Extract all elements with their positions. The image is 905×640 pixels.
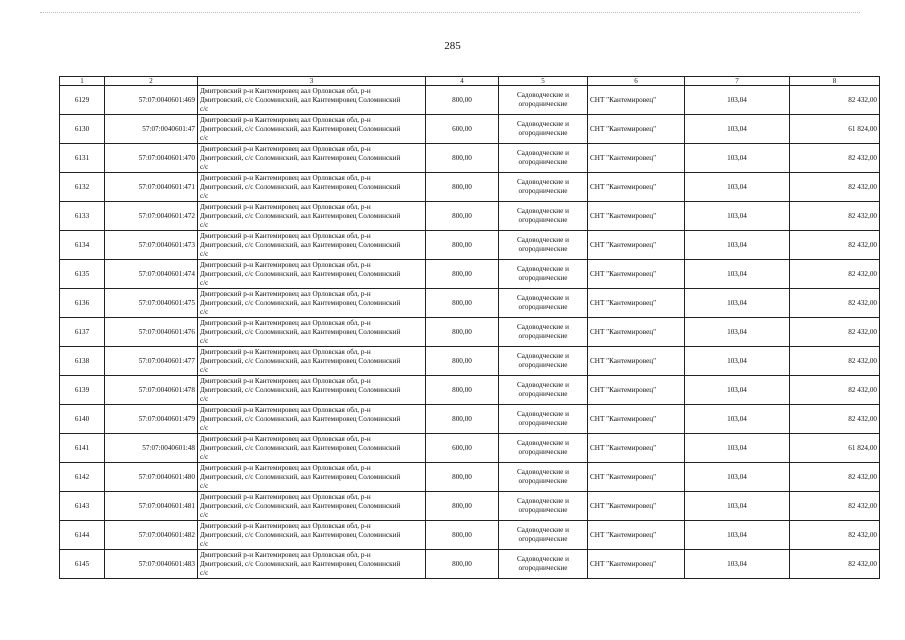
permitted-use-cell (499, 115, 588, 144)
cadastral-value: 82 432,00 (790, 231, 880, 260)
row-number: 6132 (60, 173, 105, 202)
cadastral-number: 57:07:0040601:469 (105, 86, 198, 115)
organization: СНТ "Кантемировец" (588, 260, 685, 289)
row-number: 6138 (60, 347, 105, 376)
cadastral-value: 82 432,00 (790, 173, 880, 202)
permitted-use-cell (499, 86, 588, 115)
table-row (60, 260, 880, 289)
address-line-2: Дмитровский, с/с Соломинский, аал Кантемировец Соломинский (200, 530, 401, 539)
organization: СНТ "Кантемировец" (588, 405, 685, 434)
permitted-use-line-1: Садоводческие и (517, 410, 569, 418)
organization: СНТ "Кантемировец" (588, 376, 685, 405)
address-line-2: Дмитровский, с/с Соломинский, аал Кантемировец Соломинский (200, 472, 401, 481)
address-line-3: с/с (200, 394, 209, 403)
cadastral-number: 57:07:0040601:472 (105, 202, 198, 231)
address-cell (198, 405, 426, 434)
area: 800,00 (426, 86, 499, 115)
row-number: 6135 (60, 260, 105, 289)
area: 800,00 (426, 376, 499, 405)
area: 800,00 (426, 144, 499, 173)
column-header-5: 5 (499, 77, 588, 86)
organization: СНТ "Кантемировец" (588, 231, 685, 260)
address-line-2: Дмитровский, с/с Соломинский, аал Кантемировец Соломинский (200, 211, 401, 220)
row-number: 6130 (60, 115, 105, 144)
unit-price: 103,04 (685, 173, 790, 202)
table-row (60, 347, 880, 376)
permitted-use-line-1: Садоводческие и (517, 91, 569, 99)
address-cell (198, 202, 426, 231)
address-cell (198, 231, 426, 260)
cadastral-value: 82 432,00 (790, 289, 880, 318)
address-line-3: с/с (200, 191, 209, 200)
address-line-1: Дмитровский р-н Кантемировец аал Орловская обл, р-н (200, 492, 371, 501)
table-row (60, 376, 880, 405)
address-line-2: Дмитровский, с/с Соломинский, аал Кантемировец Соломинский (200, 414, 401, 423)
row-number: 6143 (60, 492, 105, 521)
permitted-use-cell (499, 144, 588, 173)
address-line-2: Дмитровский, с/с Соломинский, аал Кантемировец Соломинский (200, 269, 401, 278)
permitted-use-line-1: Садоводческие и (517, 381, 569, 389)
table-row (60, 318, 880, 347)
address-line-2: Дмитровский, с/с Соломинский, аал Кантемировец Соломинский (200, 240, 401, 249)
permitted-use-line-1: Садоводческие и (517, 178, 569, 186)
cadastral-value: 82 432,00 (790, 260, 880, 289)
area: 800,00 (426, 260, 499, 289)
address-cell (198, 521, 426, 550)
cadastral-value: 82 432,00 (790, 347, 880, 376)
address-cell (198, 434, 426, 463)
unit-price: 103,04 (685, 376, 790, 405)
table-row (60, 550, 880, 579)
permitted-use-line-1: Садоводческие и (517, 207, 569, 215)
organization: СНТ "Кантемировец" (588, 521, 685, 550)
address-line-3: с/с (200, 307, 209, 316)
address-cell (198, 115, 426, 144)
cadastral-number: 57:07:0040601:474 (105, 260, 198, 289)
column-header-4: 4 (426, 77, 499, 86)
address-cell (198, 173, 426, 202)
address-line-1: Дмитровский р-н Кантемировец аал Орловская обл, р-н (200, 550, 371, 559)
organization: СНТ "Кантемировец" (588, 492, 685, 521)
address-cell (198, 318, 426, 347)
permitted-use-line-2: огороднические (518, 303, 568, 311)
cadastral-value: 82 432,00 (790, 550, 880, 579)
row-number: 6129 (60, 86, 105, 115)
cadastral-number: 57:07:0040601:480 (105, 463, 198, 492)
row-number: 6142 (60, 463, 105, 492)
address-cell (198, 347, 426, 376)
address-line-1: Дмитровский р-н Кантемировец аал Орловская обл, р-н (200, 463, 371, 472)
organization: СНТ "Кантемировец" (588, 289, 685, 318)
table-row (60, 521, 880, 550)
address-cell (198, 550, 426, 579)
organization: СНТ "Кантемировец" (588, 463, 685, 492)
address-cell (198, 289, 426, 318)
cadastral-number: 57:07:0040601:476 (105, 318, 198, 347)
area: 800,00 (426, 405, 499, 434)
area: 600,00 (426, 434, 499, 463)
permitted-use-cell (499, 405, 588, 434)
address-line-2: Дмитровский, с/с Соломинский, аал Кантемировец Соломинский (200, 182, 401, 191)
address-line-1: Дмитровский р-н Кантемировец аал Орловская обл, р-н (200, 173, 371, 182)
row-number: 6139 (60, 376, 105, 405)
unit-price: 103,04 (685, 231, 790, 260)
column-header-6: 6 (588, 77, 685, 86)
cadastral-value: 61 824,00 (790, 434, 880, 463)
permitted-use-line-1: Садоводческие и (517, 352, 569, 360)
cadastral-number: 57:07:0040601:483 (105, 550, 198, 579)
address-line-1: Дмитровский р-н Кантемировец аал Орловская обл, р-н (200, 376, 371, 385)
organization: СНТ "Кантемировец" (588, 86, 685, 115)
unit-price: 103,04 (685, 492, 790, 521)
permitted-use-line-1: Садоводческие и (517, 149, 569, 157)
permitted-use-line-2: огороднические (518, 390, 568, 398)
address-line-2: Дмитровский, с/с Соломинский, аал Кантемировец Соломинский (200, 443, 401, 452)
address-line-2: Дмитровский, с/с Соломинский, аал Кантемировец Соломинский (200, 153, 401, 162)
column-number-row (60, 77, 880, 86)
unit-price: 103,04 (685, 318, 790, 347)
table-row (60, 115, 880, 144)
row-number: 6131 (60, 144, 105, 173)
permitted-use-cell (499, 260, 588, 289)
cadastral-number: 57:07:0040601:470 (105, 144, 198, 173)
row-number: 6144 (60, 521, 105, 550)
permitted-use-line-2: огороднические (518, 419, 568, 427)
address-line-3: с/с (200, 481, 209, 490)
area: 800,00 (426, 347, 499, 376)
address-line-3: с/с (200, 510, 209, 519)
row-number: 6137 (60, 318, 105, 347)
permitted-use-line-1: Садоводческие и (517, 236, 569, 244)
cadastral-number: 57:07:0040601:471 (105, 173, 198, 202)
row-number: 6140 (60, 405, 105, 434)
organization: СНТ "Кантемировец" (588, 115, 685, 144)
unit-price: 103,04 (685, 202, 790, 231)
address-line-2: Дмитровский, с/с Соломинский, аал Кантемировец Соломинский (200, 95, 401, 104)
address-line-2: Дмитровский, с/с Соломинский, аал Кантемировец Соломинский (200, 501, 401, 510)
address-line-3: с/с (200, 249, 209, 258)
cadastral-number: 57:07:0040601:478 (105, 376, 198, 405)
address-line-3: с/с (200, 452, 209, 461)
address-line-1: Дмитровский р-н Кантемировец аал Орловская обл, р-н (200, 434, 371, 443)
table-row (60, 86, 880, 115)
unit-price: 103,04 (685, 405, 790, 434)
cadastral-number: 57:07:0040601:482 (105, 521, 198, 550)
area: 800,00 (426, 492, 499, 521)
permitted-use-cell (499, 550, 588, 579)
unit-price: 103,04 (685, 115, 790, 144)
address-cell (198, 376, 426, 405)
permitted-use-line-1: Садоводческие и (517, 120, 569, 128)
area: 800,00 (426, 463, 499, 492)
table-row (60, 463, 880, 492)
page-number: 285 (444, 40, 461, 52)
organization: СНТ "Кантемировец" (588, 347, 685, 376)
cadastral-value: 82 432,00 (790, 202, 880, 231)
address-cell (198, 86, 426, 115)
row-number: 6145 (60, 550, 105, 579)
permitted-use-line-2: огороднические (518, 100, 568, 108)
organization: СНТ "Кантемировец" (588, 202, 685, 231)
column-header-2: 2 (105, 77, 198, 86)
permitted-use-cell (499, 289, 588, 318)
permitted-use-line-2: огороднические (518, 274, 568, 282)
cadastral-number: 57:07:0040601:47 (105, 115, 198, 144)
address-line-1: Дмитровский р-н Кантемировец аал Орловская обл, р-н (200, 115, 371, 124)
address-line-1: Дмитровский р-н Кантемировец аал Орловская обл, р-н (200, 260, 371, 269)
address-line-3: с/с (200, 133, 209, 142)
cadastral-number: 57:07:0040601:481 (105, 492, 198, 521)
table-row (60, 492, 880, 521)
address-line-2: Дмитровский, с/с Соломинский, аал Кантемировец Соломинский (200, 124, 401, 133)
permitted-use-cell (499, 376, 588, 405)
area: 800,00 (426, 318, 499, 347)
cadastral-value: 82 432,00 (790, 492, 880, 521)
permitted-use-cell (499, 231, 588, 260)
row-number: 6134 (60, 231, 105, 260)
unit-price: 103,04 (685, 144, 790, 173)
permitted-use-cell (499, 173, 588, 202)
table-header (60, 77, 880, 86)
permitted-use-cell (499, 492, 588, 521)
table-row (60, 202, 880, 231)
organization: СНТ "Кантемировец" (588, 318, 685, 347)
permitted-use-line-2: огороднические (518, 564, 568, 572)
address-line-3: с/с (200, 365, 209, 374)
cadastral-value: 61 824,00 (790, 115, 880, 144)
table-row (60, 434, 880, 463)
permitted-use-line-2: огороднические (518, 332, 568, 340)
permitted-use-line-1: Садоводческие и (517, 555, 569, 563)
address-line-1: Дмитровский р-н Кантемировец аал Орловская обл, р-н (200, 144, 371, 153)
address-line-1: Дмитровский р-н Кантемировец аал Орловская обл, р-н (200, 318, 371, 327)
address-line-2: Дмитровский, с/с Соломинский, аал Кантемировец Соломинский (200, 356, 401, 365)
cadastral-value: 82 432,00 (790, 521, 880, 550)
unit-price: 103,04 (685, 521, 790, 550)
area: 800,00 (426, 521, 499, 550)
area: 800,00 (426, 173, 499, 202)
unit-price: 103,04 (685, 550, 790, 579)
table-row (60, 405, 880, 434)
address-cell (198, 260, 426, 289)
row-number: 6136 (60, 289, 105, 318)
address-line-3: с/с (200, 336, 209, 345)
column-header-8: 8 (790, 77, 880, 86)
cadastral-value: 82 432,00 (790, 405, 880, 434)
area: 800,00 (426, 231, 499, 260)
permitted-use-cell (499, 463, 588, 492)
address-line-1: Дмитровский р-н Кантемировец аал Орловская обл, р-н (200, 521, 371, 530)
address-line-3: с/с (200, 423, 209, 432)
address-line-2: Дмитровский, с/с Соломинский, аал Кантемировец Соломинский (200, 385, 401, 394)
permitted-use-line-2: огороднические (518, 216, 568, 224)
unit-price: 103,04 (685, 347, 790, 376)
cadastral-number: 57:07:0040601:473 (105, 231, 198, 260)
permitted-use-cell (499, 202, 588, 231)
address-line-3: с/с (200, 568, 209, 577)
address-line-1: Дмитровский р-н Кантемировец аал Орловская обл, р-н (200, 86, 371, 95)
address-line-3: с/с (200, 104, 209, 113)
column-header-1: 1 (60, 77, 105, 86)
row-number: 6141 (60, 434, 105, 463)
permitted-use-line-2: огороднические (518, 129, 568, 137)
permitted-use-line-1: Садоводческие и (517, 526, 569, 534)
land-plot-register-table (59, 76, 880, 579)
permitted-use-line-1: Садоводческие и (517, 265, 569, 273)
address-line-1: Дмитровский р-н Кантемировец аал Орловская обл, р-н (200, 405, 371, 414)
area: 800,00 (426, 202, 499, 231)
unit-price: 103,04 (685, 434, 790, 463)
address-line-3: с/с (200, 539, 209, 548)
cadastral-value: 82 432,00 (790, 463, 880, 492)
area: 800,00 (426, 550, 499, 579)
address-cell (198, 463, 426, 492)
address-line-2: Дмитровский, с/с Соломинский, аал Кантемировец Соломинский (200, 327, 401, 336)
address-line-1: Дмитровский р-н Кантемировец аал Орловская обл, р-н (200, 289, 371, 298)
permitted-use-line-2: огороднические (518, 245, 568, 253)
area: 600,00 (426, 115, 499, 144)
table-row (60, 173, 880, 202)
permitted-use-cell (499, 318, 588, 347)
permitted-use-line-1: Садоводческие и (517, 497, 569, 505)
address-line-3: с/с (200, 162, 209, 171)
address-cell (198, 144, 426, 173)
permitted-use-line-2: огороднические (518, 361, 568, 369)
permitted-use-line-2: огороднические (518, 506, 568, 514)
column-header-3: 3 (198, 77, 426, 86)
table-row (60, 231, 880, 260)
address-line-1: Дмитровский р-н Кантемировец аал Орловская обл, р-н (200, 202, 371, 211)
area: 800,00 (426, 289, 499, 318)
cadastral-value: 82 432,00 (790, 376, 880, 405)
address-line-1: Дмитровский р-н Кантемировец аал Орловская обл, р-н (200, 347, 371, 356)
address-line-1: Дмитровский р-н Кантемировец аал Орловская обл, р-н (200, 231, 371, 240)
unit-price: 103,04 (685, 86, 790, 115)
organization: СНТ "Кантемировец" (588, 434, 685, 463)
cadastral-number: 57:07:0040601:475 (105, 289, 198, 318)
address-cell (198, 492, 426, 521)
permitted-use-line-2: огороднические (518, 535, 568, 543)
organization: СНТ "Кантемировец" (588, 550, 685, 579)
cadastral-number: 57:07:0040601:48 (105, 434, 198, 463)
permitted-use-cell (499, 347, 588, 376)
permitted-use-cell (499, 434, 588, 463)
cadastral-value: 82 432,00 (790, 144, 880, 173)
column-header-7: 7 (685, 77, 790, 86)
organization: СНТ "Кантемировец" (588, 144, 685, 173)
unit-price: 103,04 (685, 289, 790, 318)
permitted-use-line-2: огороднические (518, 477, 568, 485)
scan-artifact-line (40, 12, 860, 23)
cadastral-number: 57:07:0040601:479 (105, 405, 198, 434)
cadastral-number: 57:07:0040601:477 (105, 347, 198, 376)
address-line-2: Дмитровский, с/с Соломинский, аал Кантемировец Соломинский (200, 559, 401, 568)
permitted-use-line-2: огороднические (518, 448, 568, 456)
cadastral-value: 82 432,00 (790, 86, 880, 115)
permitted-use-line-1: Садоводческие и (517, 468, 569, 476)
row-number: 6133 (60, 202, 105, 231)
organization: СНТ "Кантемировец" (588, 173, 685, 202)
unit-price: 103,04 (685, 463, 790, 492)
table-row (60, 144, 880, 173)
table-body (60, 86, 880, 579)
address-line-3: с/с (200, 278, 209, 287)
permitted-use-line-1: Садоводческие и (517, 294, 569, 302)
permitted-use-line-1: Садоводческие и (517, 439, 569, 447)
table-row (60, 289, 880, 318)
unit-price: 103,04 (685, 260, 790, 289)
permitted-use-line-2: огороднические (518, 187, 568, 195)
address-line-3: с/с (200, 220, 209, 229)
permitted-use-line-1: Садоводческие и (517, 323, 569, 331)
address-line-2: Дмитровский, с/с Соломинский, аал Кантемировец Соломинский (200, 298, 401, 307)
cadastral-value: 82 432,00 (790, 318, 880, 347)
permitted-use-cell (499, 521, 588, 550)
permitted-use-line-2: огороднические (518, 158, 568, 166)
